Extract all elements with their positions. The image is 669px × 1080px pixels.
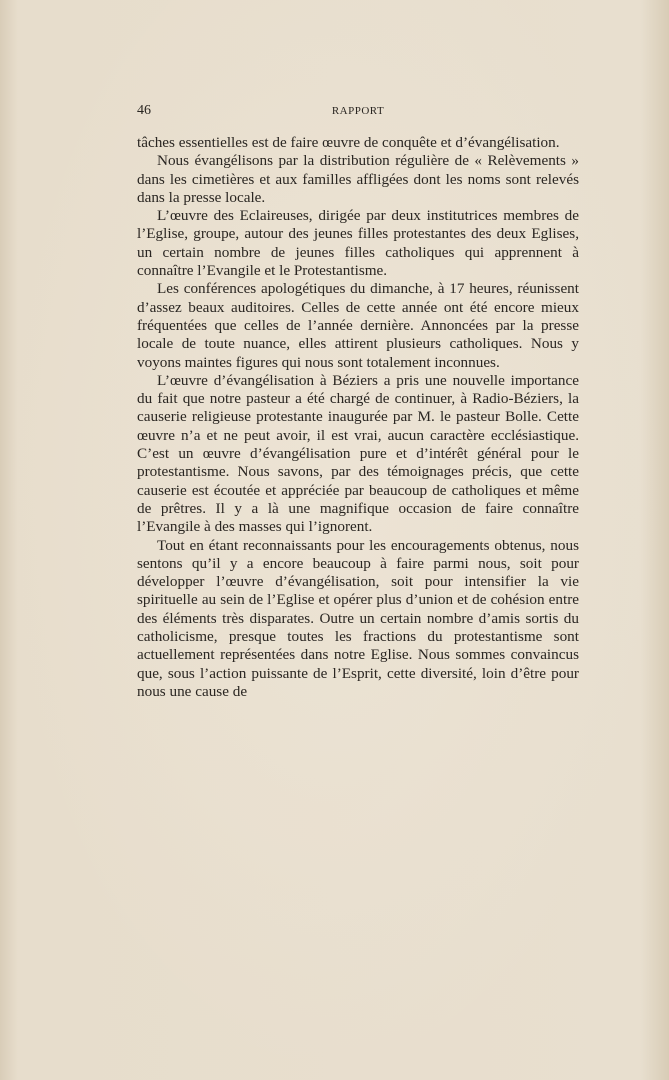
paragraph-releve: Nous évangélisons par la distribution régulière de « Relèvements » dans les cimetières et aux familles affligées dont les noms sont relevés dans la presse locale.	[137, 152, 579, 206]
page-number: 46	[137, 103, 151, 118]
paragraph-conferences: Les conférences apologétiques du dimanche, à 17 heures, réunissent d’assez beaux auditoires. Celles de cette année ont été encore mieux fréquentées que celles de l’année dernière. Annoncées par la presse locale de toute nuance, elles attirent plusieurs catholiques. Nous y voyons maintes figures qui nous sont totalement inconnues.	[137, 280, 579, 371]
page-header	[137, 103, 579, 123]
body-text	[137, 134, 579, 701]
paragraph-radio-beziers: L’œuvre d’évangélisation à Béziers a pris une nouvelle importance du fait que notre pasteur a été chargé de continuer, à Radio-Béziers, la causerie religieuse protestante inaugurée par M. le pasteur Bolle. Cette œuvre n’a et ne peut avoir, il est vrai, aucun caractère ecclésiastique. C’est un œuvre d’évangélisation pure et d’intérêt général pour le protestantisme. Nous savons, par des témoignages précis, que cette causerie est écoutée et appréciée par beaucoup de catholiques et même de prêtres. Il y a là une magnifique occasion de faire connaître l’Evangile à des masses qui l’ignorent.	[137, 371, 579, 536]
paragraph-continuation: tâches essentielles est de faire œuvre de conquête et d’évangélisation.	[137, 134, 560, 151]
paragraph-encouragements: Tout en étant reconnaissants pour les encouragements obtenus, nous sentons qu’il y a encore beaucoup à faire parmi nous, soit pour développer l’œuvre d’évangélisation, soit pour intensifier la vie spirituelle au sein de l’Eglise et opérer plus d’union et de cohésion entre des éléments très disparates. Outre un certain nombre d’amis sortis du catholicisme, presque toutes les fractions du protestantisme sont actuellement représentées dans notre Eglise. Nous sommes convaincus que, sous l’action puissante de l’Esprit, cette diversité, loin d’être pour nous une cause de	[137, 536, 579, 700]
running-head: RAPPORT	[331, 105, 385, 117]
paragraph-eclaireuses: L’œuvre des Eclaireuses, dirigée par deux institutrices membres de l’Eglise, groupe, autour des jeunes filles protestantes des deux Eglises, un certain nombre de jeunes filles catholiques qui apprennent à connaître l’Evangile et le Protestantisme.	[137, 207, 579, 280]
